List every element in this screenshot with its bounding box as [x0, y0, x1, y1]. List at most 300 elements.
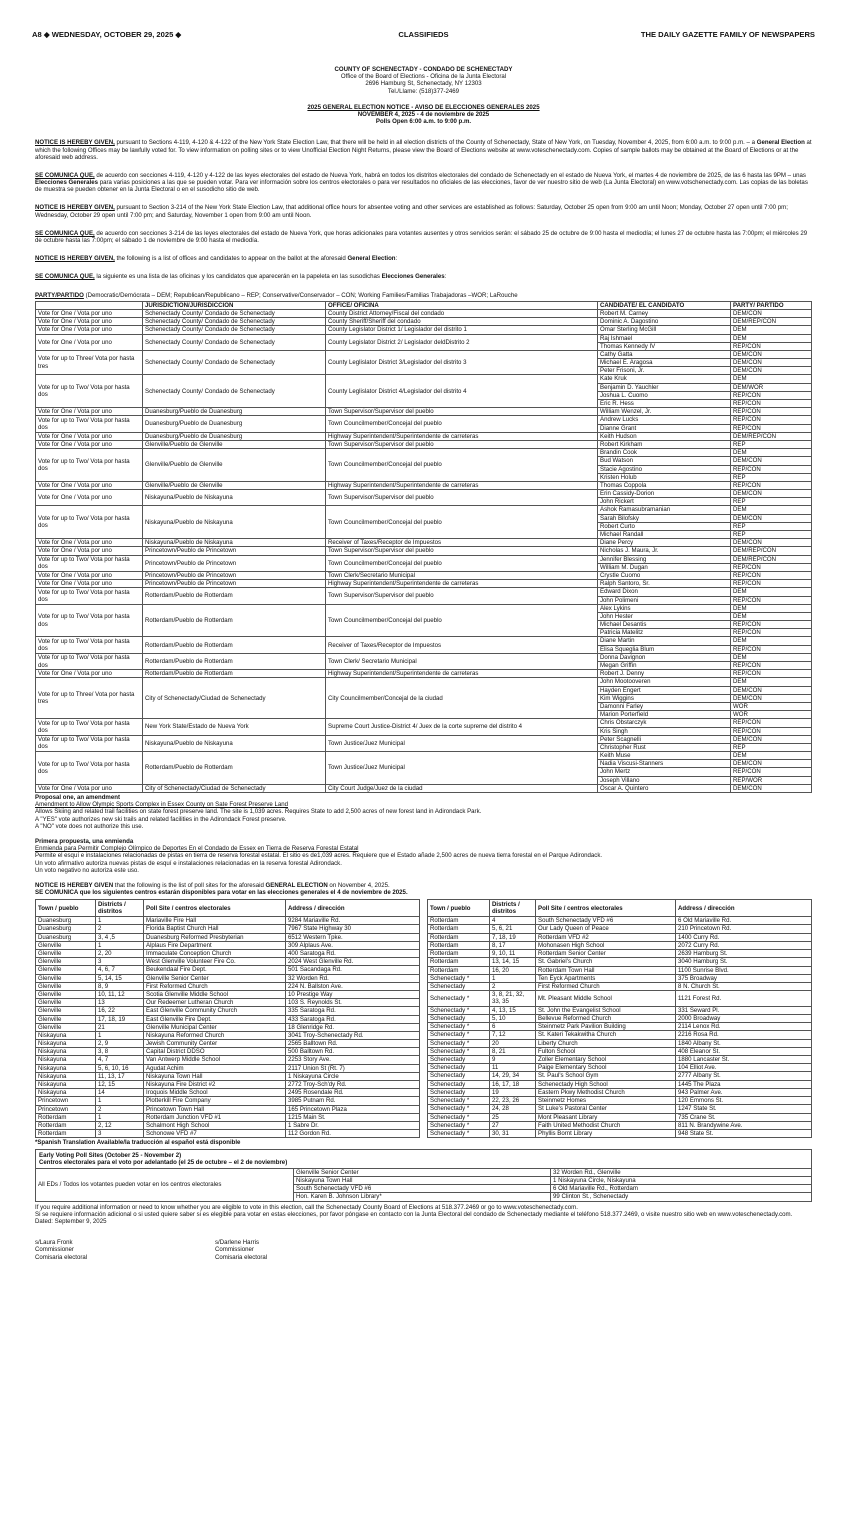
poll-town: Schenectady *: [428, 1129, 490, 1137]
poll-site-row: [36, 974, 420, 982]
poll-town: Rotterdam: [428, 950, 490, 958]
jurisdiction: City of Schenectady/Ciudad de Schenectady: [143, 784, 326, 792]
jurisdiction: Rotterdam/Pueblo de Rotterdam: [143, 752, 326, 785]
poll-town: Schenectady *: [428, 1097, 490, 1105]
poll-site-name: Paige Elementary School: [536, 1064, 676, 1072]
newspaper-header: [32, 30, 815, 42]
early-voting-title-en: Early Voting Poll Sites (October 25 - November 2): [39, 1151, 182, 1159]
candidate-name: Robert M. Carney: [598, 309, 731, 317]
jurisdiction: Niskayuna/Pueblo de Niskayuna: [143, 490, 326, 506]
poll-site-row: [428, 933, 812, 941]
signature-title: Commissioner: [35, 1246, 74, 1254]
office: Highway Superintendent/Superintendente de carreteras: [326, 432, 598, 440]
poll-districts: 1: [96, 1113, 144, 1121]
poll-districts: 11: [490, 1064, 536, 1072]
proposal-yes-es: Un voto afirmativo autoriza nuevas pistas de esquí e instalaciones relacionadas en la reserva forestal Adirondack.: [35, 859, 342, 867]
poll-site-name: Bellevue Reformed Church: [536, 1014, 676, 1022]
candidate-party: REP: [731, 473, 812, 481]
poll-town: Glenville: [36, 982, 96, 990]
office: Town Clerk/ Secretario Municipal: [326, 653, 598, 669]
poll-site-name: Schalmont High School: [144, 1121, 286, 1129]
poll-town: Niskayuna: [36, 1031, 96, 1039]
poll-districts: 2: [490, 983, 536, 991]
jurisdiction: Niskayuna/Pueblo de Niskayuna: [143, 539, 326, 547]
candidate-party: DEM: [731, 653, 812, 661]
section-title: CLASSIFIEDS: [398, 30, 449, 39]
early-voting-label: All EDs / Todos los votantes pueden votar en los centros electorales: [36, 1168, 294, 1201]
candidate-party: REP/CON: [731, 400, 812, 408]
candidate-name: Diane Martin: [598, 637, 731, 645]
jurisdiction: Schenectady County/ Condado de Schenectady: [143, 326, 326, 334]
poll-districts: 1: [96, 917, 144, 925]
poll-districts: 16, 17, 18: [490, 1080, 536, 1088]
town-header: Town / pueblo: [36, 900, 96, 917]
poll-address: 811 N. Brandywine Ave.: [676, 1121, 812, 1129]
candidate-party: DEM: [731, 752, 812, 760]
poll-address: 501 Sacandaga Rd.: [286, 966, 420, 974]
poll-site-row: [428, 974, 812, 982]
candidates-body: [36, 309, 812, 792]
poll-site-name: Mont Pleasant Library: [536, 1113, 676, 1121]
candidate-party: REP/CON: [731, 596, 812, 604]
notice-lead: NOTICE IS HEREBY GIVEN: [35, 881, 114, 889]
poll-districts: 16, 22: [96, 1007, 144, 1015]
poll-districts: 5, 10: [490, 1014, 536, 1022]
party-header: PARTY/ PARTIDO: [731, 301, 812, 309]
candidate-party: REP/CON: [731, 481, 812, 489]
poll-address: 1 Sabre Dr.: [286, 1121, 420, 1129]
poll-address: 1445 The Plaza: [676, 1080, 812, 1088]
candidate-party: REP/CON: [731, 621, 812, 629]
poll-site-name: Niskayuna Reformed Church: [144, 1031, 286, 1039]
candidate-row: [36, 571, 812, 579]
poll-districts: 2: [96, 1105, 144, 1113]
poll-sites-intro-es: SE COMUNICA que los siguientes centros estarán disponibles para votar en las elecciones generales el 4 de noviembre de 2025.: [35, 889, 408, 897]
poll-address: 3040 Hamburg St.: [676, 958, 812, 966]
vote-instruction: Vote for One / Vota por uno: [36, 481, 143, 489]
candidate-name: Robert J. Denny: [598, 670, 731, 678]
candidate-party: REP/CON: [731, 465, 812, 473]
poll-districts: 5, 14, 15: [96, 974, 144, 982]
poll-town: Princetown: [36, 1105, 96, 1113]
poll-town: Glenville: [36, 1023, 96, 1031]
candidates-header-row: [36, 301, 812, 309]
poll-site-row: [428, 1113, 812, 1121]
poll-site-row: [36, 966, 420, 974]
poll-districts: 1: [96, 1031, 144, 1039]
candidate-name: Sarah Bilofsky: [598, 514, 731, 522]
poll-site-name: St. John the Evangelist School: [536, 1006, 676, 1014]
vote-instruction: Vote for up to Two/ Vota por hasta dos: [36, 555, 143, 571]
notice-paragraph-2: [35, 172, 812, 194]
poll-town: Niskayuna: [36, 1064, 96, 1072]
candidate-party: REP/CON: [731, 424, 812, 432]
notice-text: at which the following Offices may be lawfully voted for. To view information on polling sites or to view Unofficial Election Night Returns, please view the Board of Elections website at www.voteschenectady.com. Copies of sample ballots may be obtained at the Board of Elections or at the aforesaid web address.: [35, 139, 812, 161]
early-site-name: Hon. Karen B. Johnson Library*: [294, 1193, 551, 1201]
office: County Legislator District 2/ Legislador deldDistrito 2: [326, 334, 598, 350]
jurisdiction: Rotterdam/Pueblo de Rotterdam: [143, 653, 326, 669]
candidate-party: DEM: [731, 449, 812, 457]
jurisdiction: Schenectady County/ Condado de Schenectady: [143, 334, 326, 350]
jurisdiction: Princetown/Peublo de Princetown: [143, 580, 326, 588]
poll-districts: 30, 31: [490, 1129, 536, 1137]
vote-instruction: Vote for One / Vota por uno: [36, 408, 143, 416]
poll-districts: 3, 8: [96, 1048, 144, 1056]
notice-bold: General Election: [347, 255, 396, 263]
poll-districts: 8, 9: [96, 982, 144, 990]
candidate-row: [36, 326, 812, 334]
poll-site-header: Poll Site / centros electorales: [536, 900, 676, 917]
signature-name: s/Laura Fronk: [35, 1239, 73, 1247]
poll-site-name: Niskayuna Fire District #2: [144, 1081, 286, 1089]
poll-site-row: [36, 1015, 420, 1023]
vote-instruction: Vote for One / Vota por uno: [36, 547, 143, 555]
poll-site-row: [428, 950, 812, 958]
candidate-party: DEM: [731, 375, 812, 383]
poll-site-name: Glenville Municipal Center: [144, 1023, 286, 1031]
notice-bold: Elecciones Generales: [35, 179, 99, 187]
jurisdiction: Glenville/Pueblo de Glenville: [143, 440, 326, 448]
candidate-name: John Mertz: [598, 768, 731, 776]
poll-site-row: [36, 1031, 420, 1039]
candidate-name: Oscar A. Quintero: [598, 784, 731, 792]
poll-town: Niskayuna: [36, 1048, 96, 1056]
office: Town Supervisor/Supervisor del pueblo: [326, 588, 598, 604]
candidate-name: Peter Scagnelli: [598, 735, 731, 743]
poll-town: Glenville: [36, 1007, 96, 1015]
notice-title: 2025 GENERAL ELECTION NOTICE - AVISO DE ELECCIONES GENERALES 2025: [307, 103, 540, 111]
poll-sites-table-left: [35, 899, 420, 1138]
candidate-name: Patricia Matelitz: [598, 629, 731, 637]
jurisdiction: City of Schenectady/Ciudad de Schenectady: [143, 678, 326, 719]
poll-site-name: Our Lady Queen of Peace: [536, 925, 676, 933]
candidate-party: DEM: [731, 637, 812, 645]
poll-address: 1840 Albany St.: [676, 1039, 812, 1047]
poll-site-row: [36, 1056, 420, 1064]
candidate-row: [36, 309, 812, 317]
poll-address: 2253 Story Ave.: [286, 1056, 420, 1064]
poll-site-name: Glenville Senior Center: [144, 974, 286, 982]
candidate-party: DEM/REP/CON: [731, 547, 812, 555]
poll-districts: 13, 14, 15: [490, 958, 536, 966]
candidate-name: Brandin Cook: [598, 449, 731, 457]
vote-instruction: Vote for up to Two/ Vota por hasta dos: [36, 653, 143, 669]
poll-districts: 5, 6, 21: [490, 925, 536, 933]
poll-town: Schenectady *: [428, 1031, 490, 1039]
poll-site-row: [428, 1047, 812, 1055]
poll-town: Niskayuna: [36, 1040, 96, 1048]
poll-site-name: Mariaville Fire Hall: [144, 917, 286, 925]
candidate-row: [36, 580, 812, 588]
poll-site-row: [428, 1006, 812, 1014]
candidate-row: [36, 547, 812, 555]
poll-town: Niskayuna: [36, 1089, 96, 1097]
poll-address: 103 S. Reynolds St.: [286, 999, 420, 1007]
poll-site-name: Ten Eyck Apartments: [536, 974, 676, 982]
poll-address: 2072 Curry Rd.: [676, 941, 812, 949]
vote-instruction: Vote for One / Vota por uno: [36, 432, 143, 440]
poll-town: Rotterdam: [428, 958, 490, 966]
early-voting-title-row: [36, 1149, 812, 1168]
office: Highway Superintendent/Superintendente de carreteras: [326, 580, 598, 588]
poll-site-row: [428, 1039, 812, 1047]
poll-site-row: [428, 1097, 812, 1105]
poll-site-name: Plotterkill Fire Company: [144, 1097, 286, 1105]
poll-site-row: [36, 1007, 420, 1015]
early-voting-title-es: Centros electorales para el voto por adelantado (el 25 de octubre – el 2 de noviembre): [39, 1158, 288, 1166]
candidate-name: Kris Singh: [598, 727, 731, 735]
vote-instruction: Vote for up to Two/ Vota por hasta dos: [36, 719, 143, 735]
poll-address: 375 Broadway: [676, 974, 812, 982]
office: Town Councilmember/Concejal del pueblo: [326, 416, 598, 432]
candidate-name: Benjamin D. Yauchler: [598, 383, 731, 391]
poll-districts: 17, 18, 19: [96, 1015, 144, 1023]
poll-town: Schenectady *: [428, 1105, 490, 1113]
early-site-name: Niskayuna Town Hall: [294, 1177, 551, 1185]
early-voting-table: [35, 1149, 812, 1202]
notice-dated: Dated: September 9, 2025: [35, 1218, 107, 1225]
vote-instruction: Vote for One / Vota por uno: [36, 309, 143, 317]
poll-districts: 14, 29, 34: [490, 1072, 536, 1080]
poll-town: Schenectady *: [428, 1039, 490, 1047]
poll-address: 18 Glenridge Rd.: [286, 1023, 420, 1031]
candidate-party: REP: [731, 440, 812, 448]
poll-address: 7967 State Highway 30: [286, 925, 420, 933]
candidate-name: Crystle Cuomo: [598, 571, 731, 579]
candidate-name: Raj Ishmael: [598, 334, 731, 342]
poll-town: Schenectady: [428, 1072, 490, 1080]
poll-districts: 12, 15: [96, 1081, 144, 1089]
vote-header: [36, 301, 143, 309]
notice-lead: NOTICE IS HEREBY GIVEN,: [35, 139, 115, 147]
notice-lead: SE COMUNICA QUE,: [35, 229, 95, 237]
poll-town: Rotterdam: [36, 1121, 96, 1129]
candidate-name: Michael E. Aragosa: [598, 359, 731, 367]
poll-site-name: Iroquois Middle School: [144, 1089, 286, 1097]
poll-address: 1400 Curry Rd.: [676, 933, 812, 941]
poll-site-name: Liberty Church: [536, 1039, 676, 1047]
candidate-name: Megan Griffin: [598, 662, 731, 670]
poll-site-name: First Reformed Church: [144, 982, 286, 990]
candidate-name: Chris Obstarczyk: [598, 719, 731, 727]
vote-instruction: Vote for One / Vota por uno: [36, 318, 143, 326]
poll-districts: 9, 10, 11: [490, 950, 536, 958]
poll-districts: 14: [96, 1089, 144, 1097]
poll-address: 2114 Lenox Rd.: [676, 1023, 812, 1031]
poll-town: Schenectady *: [428, 1113, 490, 1121]
poll-site-name: St. Paul's School Gym: [536, 1072, 676, 1080]
candidate-name: Donna Davignon: [598, 653, 731, 661]
jurisdiction: Rotterdam/Pueblo de Rotterdam: [143, 604, 326, 637]
vote-instruction: Vote for up to Two/ Vota por hasta dos: [36, 604, 143, 637]
poll-site-name: Phyllis Bornt Library: [536, 1129, 676, 1137]
poll-site-row: [36, 950, 420, 958]
notice-text: de acuerdo con secciones 4-119, 4-120 y 4-122 de las leyes electorales del estado de Nueva York, habrá en todos los distritos electorales del condado de Schenectady en el estado de Nueva York, el martes 4 de noviembre de 2025, de las 6 hasta las 9PM – unas: [94, 171, 806, 179]
candidate-name: Omar Sterling McGill: [598, 326, 731, 334]
poll-town: Niskayuna: [36, 1072, 96, 1080]
office-header: OFFICE/ OFICINA: [326, 301, 598, 309]
poll-address: 735 Crane St.: [676, 1113, 812, 1121]
candidate-name: Joshua L. Cuomo: [598, 391, 731, 399]
candidate-name: Stacie Agostino: [598, 465, 731, 473]
poll-districts: 1: [96, 1097, 144, 1105]
jurisdiction: Niskayuna/Pueblo de Niskayuna: [143, 506, 326, 539]
jurisdiction: Princetown/Peublo de Princetown: [143, 555, 326, 571]
office: Town Councilmember/Concejal del pueblo: [326, 604, 598, 637]
office: City Councilmember/Concejal de la ciudad: [326, 678, 598, 719]
jurisdiction: Rotterdam/Pueblo de Rotterdam: [143, 637, 326, 653]
proposal-title-es: Primera propuesta, una enmienda: [35, 837, 134, 845]
poll-site-name: Rotterdam Senior Center: [536, 950, 676, 958]
poll-site-name: Mohonasen High School: [536, 941, 676, 949]
candidate-party: DEM: [731, 678, 812, 686]
vote-instruction: Vote for up to Two/ Vota por hasta dos: [36, 416, 143, 432]
proposal-no-es: Un voto negativo no autoriza este uso.: [35, 866, 139, 874]
poll-site-row: [428, 917, 812, 925]
candidate-row: [36, 604, 812, 612]
poll-site-row: [36, 999, 420, 1007]
poll-site-row: [36, 917, 420, 925]
candidate-party: DEM/CON: [731, 694, 812, 702]
poll-town: Glenville: [36, 990, 96, 998]
poll-town: Glenville: [36, 941, 96, 949]
poll-site-name: Schenectady High School: [536, 1080, 676, 1088]
poll-address: 400 Saratoga Rd.: [286, 950, 420, 958]
jurisdiction: Niskayuna/Pueblo de Niskayuna: [143, 735, 326, 751]
poll-town: Rotterdam: [36, 1113, 96, 1121]
poll-town: Duanesburg: [36, 933, 96, 941]
candidate-row: [36, 784, 812, 792]
candidate-name: Michael Desantis: [598, 621, 731, 629]
candidate-party: REP/CON: [731, 670, 812, 678]
candidate-name: Nadia Viscusi-Stanners: [598, 760, 731, 768]
candidate-name: John Mootooveren: [598, 678, 731, 686]
poll-site-header: Poll Site / centros electorales: [144, 900, 286, 917]
candidate-row: [36, 735, 812, 743]
office: Town Supervisor/Supervisor del pueblo: [326, 408, 598, 416]
poll-site-row: [428, 1088, 812, 1096]
notice-text: that the following is the list of poll sites for the aforesaid: [113, 881, 266, 889]
poll-address: 2777 Albany St.: [676, 1072, 812, 1080]
proposal-no: A "NO" vote does not authorize this use.: [35, 822, 144, 830]
candidate-name: Marion Porterfield: [598, 711, 731, 719]
candidate-party: DEM/CON: [731, 686, 812, 694]
poll-town: Rotterdam: [428, 941, 490, 949]
office: County Legislator District 1/ Legislador del distrito 1: [326, 326, 598, 334]
poll-address: 1 Niskayuna Circle: [286, 1072, 420, 1080]
candidate-party: DEM/CON: [731, 784, 812, 792]
vote-instruction: Vote for One / Vota por uno: [36, 326, 143, 334]
candidate-row: [36, 752, 812, 760]
poll-site-name: Florida Baptist Church Hall: [144, 925, 286, 933]
poll-address: 2772 Troy-Sch'dy Rd.: [286, 1081, 420, 1089]
candidate-party: DEM/CON: [731, 490, 812, 498]
poll-address: 104 Elliot Ave.: [676, 1064, 812, 1072]
vote-instruction: Vote for One / Vota por uno: [36, 490, 143, 506]
poll-site-name: Zoller Elementary School: [536, 1055, 676, 1063]
candidate-row: [36, 432, 812, 440]
poll-address: 6512 Western Tpke.: [286, 933, 420, 941]
poll-districts: 25: [490, 1113, 536, 1121]
poll-town: Duanesburg: [36, 917, 96, 925]
poll-districts: 2, 20: [96, 950, 144, 958]
poll-site-row: [428, 1129, 812, 1137]
poll-town: Glenville: [36, 1015, 96, 1023]
party-lead: PARTY/PARTIDO: [35, 291, 84, 299]
poll-districts: 3, 4 ,5: [96, 933, 144, 941]
vote-instruction: Vote for One / Vota por uno: [36, 334, 143, 350]
poll-town: Rotterdam: [428, 933, 490, 941]
board-phone: Tel./Llame: (518)377-2469: [387, 87, 460, 95]
address-header: Address / dirección: [676, 900, 812, 917]
poll-site-row: [428, 1121, 812, 1129]
poll-town: Glenville: [36, 950, 96, 958]
signatures: [35, 1239, 812, 1261]
districts-header: Districts / distritos: [490, 900, 536, 917]
poll-town: Rotterdam: [428, 917, 490, 925]
vote-instruction: Vote for up to Two/ Vota por hasta dos: [36, 735, 143, 751]
candidate-name: Peter Frisoni, Jr.: [598, 367, 731, 375]
office: Receiver of Taxes/Receptor de Impuestos: [326, 637, 598, 653]
notice-bold: GENERAL ELECTION: [265, 881, 328, 889]
poll-site-name: West Glenville Volunteer Fire Co.: [144, 958, 286, 966]
candidate-party: REP: [731, 498, 812, 506]
poll-address: 3985 Putnam Rd.: [286, 1097, 420, 1105]
candidate-party: REP: [731, 743, 812, 751]
poll-address: 331 Seward Pl.: [676, 1006, 812, 1014]
poll-site-row: [36, 925, 420, 933]
poll-site-name: Rotterdam Town Hall: [536, 966, 676, 974]
poll-site-name: Niskayuna Town Hall: [144, 1072, 286, 1080]
candidate-party: DEM/REP/CON: [731, 318, 812, 326]
jurisdiction: Schenectady County/ Condado de Schenectady: [143, 350, 326, 375]
candidate-party: DEM/REP/CON: [731, 555, 812, 563]
poll-site-name: Duanesburg Reformed Presbyterian: [144, 933, 286, 941]
poll-header-row: [36, 900, 420, 917]
candidate-name: Hayden Engert: [598, 686, 731, 694]
jurisdiction: Rotterdam/Pueblo de Rotterdam: [143, 588, 326, 604]
poll-town: Rotterdam: [36, 1130, 96, 1138]
poll-town: Niskayuna: [36, 1056, 96, 1064]
poll-site-name: St Luke's Pastoral Center: [536, 1105, 676, 1113]
notice-paragraph-4: [35, 230, 812, 244]
poll-site-name: Princetown Town Hall: [144, 1105, 286, 1113]
candidate-row: [36, 408, 812, 416]
poll-site-row: [36, 1064, 420, 1072]
county-name: COUNTY OF SCHENECTADY - CONDADO DE SCHENECTADY: [334, 66, 513, 73]
party-legend: [35, 292, 812, 299]
candidate-row: [36, 440, 812, 448]
poll-site-name: Scotia Glenville Middle School: [144, 990, 286, 998]
poll-districts: 19: [490, 1088, 536, 1096]
candidate-party: DEM: [731, 326, 812, 334]
poll-districts: 10, 11, 12: [96, 990, 144, 998]
poll-districts: 1: [96, 941, 144, 949]
candidate-name: Dianne Grant: [598, 424, 731, 432]
notice-paragraph-6: [35, 273, 812, 280]
notice-text: pursuant to Section 3-214 of the New York State Election Law, that additional office hours for absentee voting and other services are established as follows: Saturday, October 25 open from 9:00 am until Noon; Monday, October 27 open until 7:00 pm; Wednesday, October 29 open until 7:00 pm; and Saturday, November 1 open from 9:00 am until Noon.: [35, 204, 788, 219]
poll-site-row: [428, 1105, 812, 1113]
candidate-name: Keith Hudson: [598, 432, 731, 440]
poll-districts: 24, 28: [490, 1105, 536, 1113]
vote-instruction: Vote for up to Two/ Vota por hasta dos: [36, 588, 143, 604]
poll-districts: 5, 6, 10, 16: [96, 1064, 144, 1072]
poll-districts: 3: [96, 958, 144, 966]
vote-instruction: Vote for up to Two/ Vota por hasta dos: [36, 637, 143, 653]
candidate-name: Robert Kirkham: [598, 440, 731, 448]
poll-address: 1121 Forest Rd.: [676, 991, 812, 1006]
poll-site-name: Van Antwerp Middle School: [144, 1056, 286, 1064]
